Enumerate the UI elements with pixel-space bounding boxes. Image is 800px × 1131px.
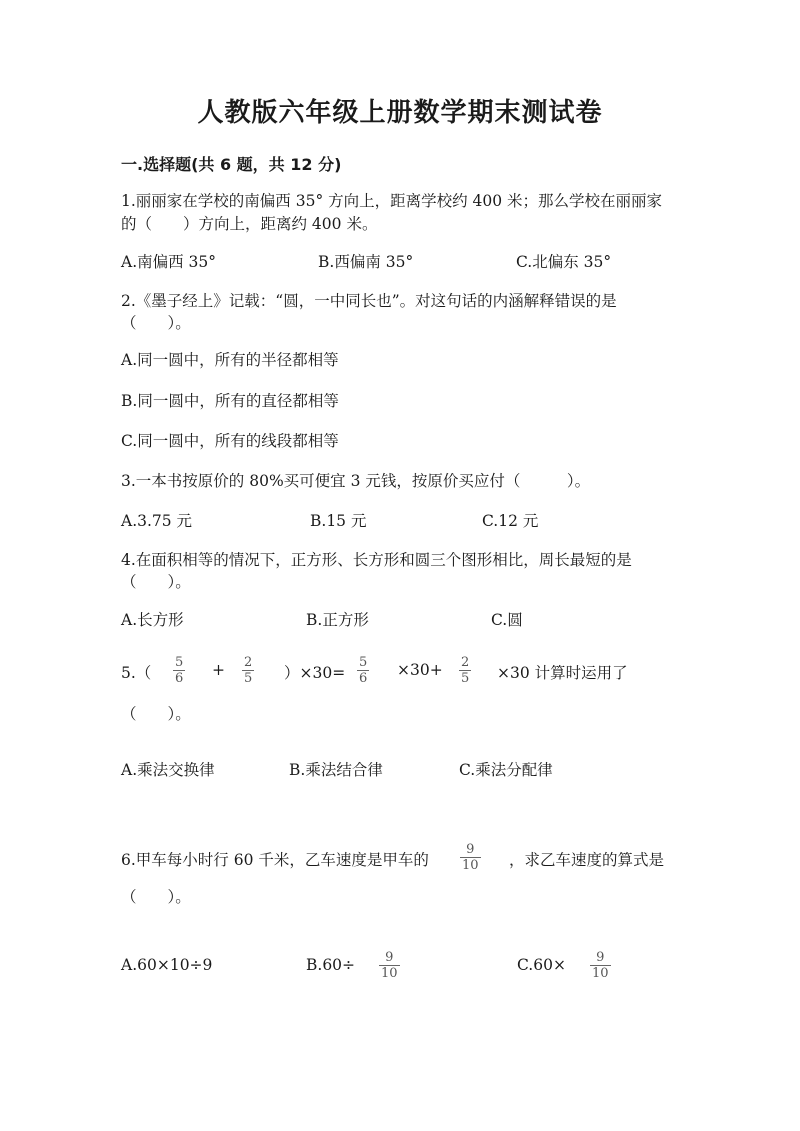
question-2-option-a[interactable]: A.同一圆中，所有的半径都相等 [121, 351, 339, 369]
question-5-option-b[interactable]: B.乘法结合律 [289, 761, 383, 779]
question-6-line-2: （ ）。 [121, 888, 191, 906]
question-1-line-1: 1.丽丽家在学校的南偏西 35° 方向上，距离学校约 400 米；那么学校在丽丽家 [121, 192, 663, 210]
fraction-denominator: 6 [359, 671, 368, 686]
page-title: 人教版六年级上册数学期末测试卷 [197, 98, 603, 128]
question-1-line-2: 的（ ）方向上，距离约 400 米。 [121, 215, 378, 233]
question-4-line-2: （ ）。 [121, 573, 191, 591]
question-1-option-b[interactable]: B.西偏南 35° [318, 253, 414, 271]
question-5-suffix: ×30 计算时运用了 [497, 664, 628, 682]
question-3-option-b[interactable]: B.15 元 [310, 512, 367, 530]
fraction-denominator: 10 [592, 966, 609, 981]
question-2-option-c[interactable]: C.同一圆中，所有的线段都相等 [121, 432, 339, 450]
question-5-option-c[interactable]: C.乘法分配律 [459, 761, 553, 779]
question-6-option-c[interactable]: C.60× [517, 956, 566, 974]
question-6-option-b[interactable]: B.60÷ [306, 956, 356, 974]
fraction-denominator: 6 [175, 671, 184, 686]
fraction-2-5 [459, 655, 471, 686]
question-5-mid2: ×30+ [397, 661, 443, 679]
question-4-option-a[interactable]: A.长方形 [121, 611, 184, 629]
fraction-2-5 [242, 655, 254, 686]
question-2-option-b[interactable]: B.同一圆中，所有的直径都相等 [121, 392, 339, 410]
question-5-prefix: 5.（ [121, 664, 152, 682]
fraction-numerator: 5 [175, 655, 184, 670]
fraction-9-10 [590, 950, 611, 981]
fraction-numerator: 5 [359, 655, 368, 670]
fraction-numerator: 9 [385, 950, 394, 965]
question-1-option-c[interactable]: C.北偏东 35° [516, 253, 612, 271]
plus-sign: + [212, 661, 225, 679]
question-1-option-a[interactable]: A.南偏西 35° [121, 253, 217, 271]
question-3-line-1: 3.一本书按原价的 80%买可便宜 3 元钱，按原价买应付（ ）。 [121, 472, 591, 490]
question-4-line-1: 4.在面积相等的情况下，正方形、长方形和圆三个图形相比，周长最短的是 [121, 551, 632, 569]
question-5-mid: ）×30= [284, 664, 346, 682]
question-4-option-c[interactable]: C.圆 [491, 611, 523, 629]
question-5-line-2: （ ）。 [121, 705, 191, 723]
section-heading: 一.选择题(共 6 题，共 12 分) [121, 155, 342, 174]
question-3-option-c[interactable]: C.12 元 [482, 512, 539, 530]
fraction-5-6 [357, 655, 369, 686]
fraction-denominator: 10 [381, 966, 398, 981]
question-6-option-a[interactable]: A.60×10÷9 [121, 956, 213, 974]
question-2-line-2: （ ）。 [121, 314, 191, 332]
question-6-prefix: 6.甲车每小时行 60 千米，乙车速度是甲车的 [121, 851, 429, 869]
fraction-denominator: 10 [462, 858, 479, 873]
fraction-9-10 [379, 950, 400, 981]
question-4-option-b[interactable]: B.正方形 [306, 611, 369, 629]
fraction-5-6 [173, 655, 185, 686]
fraction-numerator: 9 [466, 842, 475, 857]
question-6-suffix: ，求乙车速度的算式是 [509, 851, 665, 869]
fraction-numerator: 2 [461, 655, 470, 670]
fraction-denominator: 5 [244, 671, 253, 686]
question-2-line-1: 2.《墨子经上》记载：“圆，一中同长也”。对这句话的内涵解释错误的是 [121, 292, 617, 310]
question-5-option-a[interactable]: A.乘法交换律 [121, 761, 215, 779]
fraction-numerator: 2 [244, 655, 253, 670]
question-3-option-a[interactable]: A.3.75 元 [121, 512, 193, 530]
fraction-numerator: 9 [596, 950, 605, 965]
fraction-denominator: 5 [461, 671, 470, 686]
fraction-9-10 [460, 842, 481, 873]
